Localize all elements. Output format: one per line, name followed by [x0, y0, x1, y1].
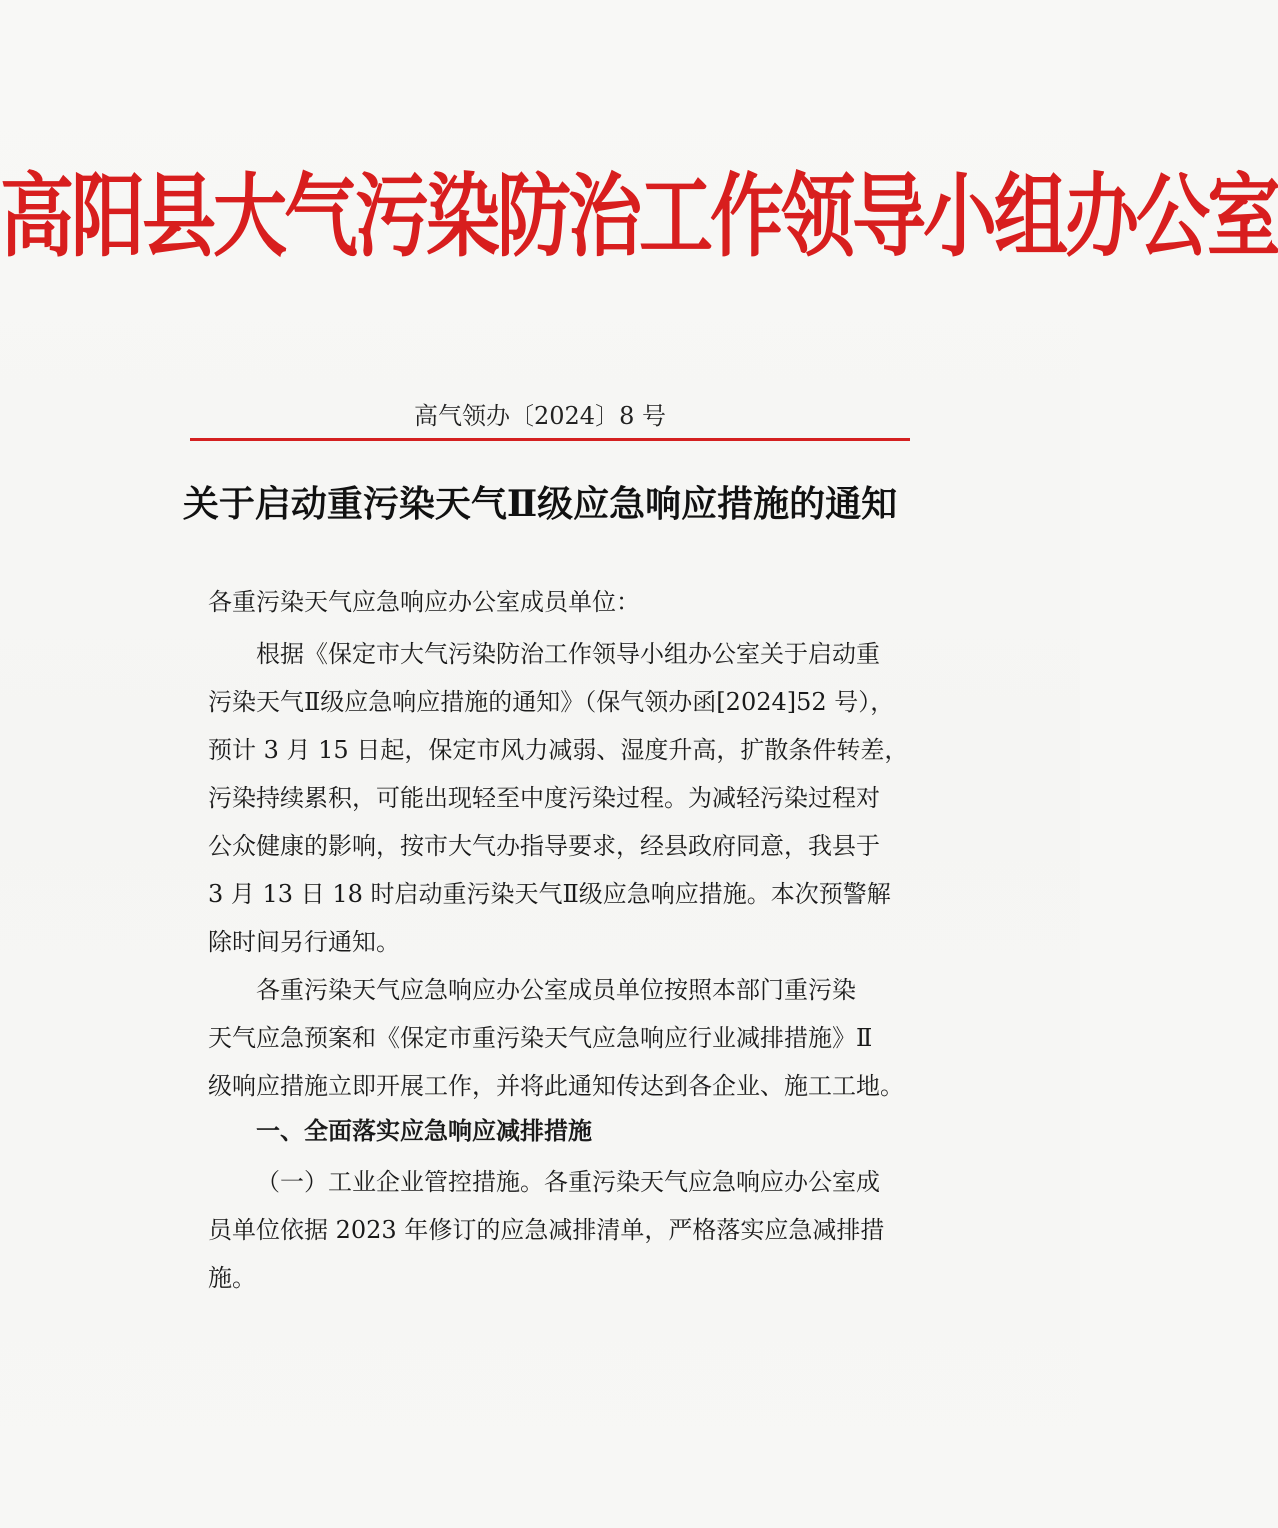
document-title: 关于启动重污染天气Ⅱ级应急响应措施的通知 [182, 483, 898, 525]
paragraph-1-line: 污染持续累积，可能出现轻至中度污染过程。为减轻污染过程对 [208, 784, 880, 812]
paragraph-2-line: 级响应措施立即开展工作，并将此通知传达到各企业、施工工地。 [208, 1072, 904, 1100]
paragraph-1-line: 根据《保定市大气污染防治工作领导小组办公室关于启动重 [256, 640, 880, 668]
paragraph-2-line: 各重污染天气应急响应办公室成员单位按照本部门重污染 [256, 976, 856, 1004]
red-divider-line [190, 438, 910, 441]
subsection-line: （一）工业企业管控措施。各重污染天气应急响应办公室成 [256, 1168, 880, 1196]
issuer-header: 高阳县大气污染防治工作领导小组办公室 [0, 164, 1278, 270]
paragraph-1-line: 污染天气Ⅱ级应急响应措施的通知》（保气领办函[2024]52 号）， [208, 688, 895, 716]
subsection-line: 员单位依据 2023 年修订的应急减排清单，严格落实应急减排措 [208, 1216, 885, 1244]
paragraph-1-line: 公众健康的影响，按市大气办指导要求，经县政府同意，我县于 [208, 832, 880, 860]
paragraph-2-line: 天气应急预案和《保定市重污染天气应急响应行业减排措施》Ⅱ [208, 1024, 873, 1052]
paragraph-1-line: 除时间另行通知。 [208, 928, 400, 956]
paragraph-1-line: 预计 3 月 15 日起，保定市风力减弱、湿度升高，扩散条件转差， [208, 736, 909, 764]
subsection-line: 施。 [208, 1264, 256, 1292]
document-number: 高气领办〔2024〕8 号 [414, 402, 666, 430]
salutation: 各重污染天气应急响应办公室成员单位： [208, 588, 640, 616]
section-heading: 一、全面落实应急响应减排措施 [256, 1117, 592, 1145]
paragraph-1-line: 3 月 13 日 18 时启动重污染天气Ⅱ级应急响应措施。本次预警解 [208, 880, 891, 908]
